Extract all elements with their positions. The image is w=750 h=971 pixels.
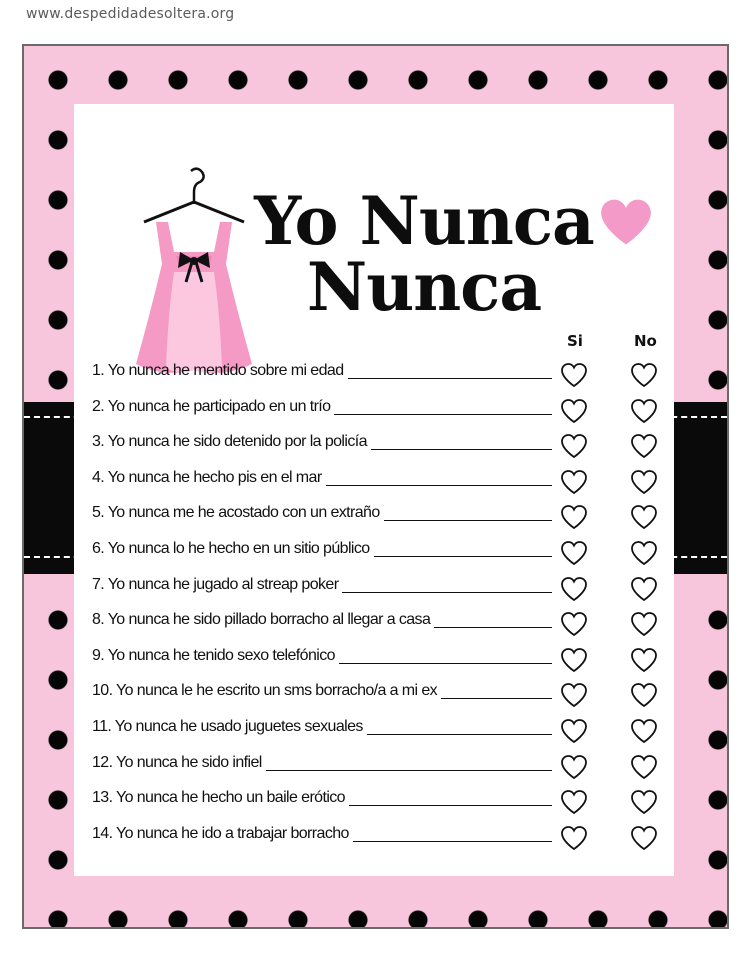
- answer-blank-line: [349, 805, 552, 806]
- answer-no-heart-icon[interactable]: [630, 504, 658, 530]
- answer-no-heart-icon[interactable]: [630, 540, 658, 566]
- answer-si-heart-icon[interactable]: [560, 433, 588, 459]
- answer-si-heart-icon[interactable]: [560, 647, 588, 673]
- question-text: 1. Yo nunca he mentido sobre mi edad: [92, 362, 344, 379]
- question-item: [92, 716, 554, 738]
- answer-si-heart-icon[interactable]: [560, 825, 588, 851]
- answer-blank-line: [353, 841, 552, 842]
- question-item: [92, 752, 554, 774]
- answer-blank-line: [334, 414, 552, 415]
- title-line-2: Nunca: [306, 248, 542, 326]
- answer-no-heart-icon[interactable]: [630, 789, 658, 815]
- answer-si-heart-icon[interactable]: [560, 504, 588, 530]
- question-text: 14. Yo nunca he ido a trabajar borracho: [92, 825, 349, 842]
- answer-si-heart-icon[interactable]: [560, 469, 588, 495]
- answer-blank-line: [348, 378, 552, 379]
- question-item: [92, 396, 554, 418]
- question-text: 7. Yo nunca he jugado al streap poker: [92, 576, 339, 593]
- answer-blank-line: [367, 734, 552, 735]
- question-item: [92, 609, 554, 631]
- question-text: 3. Yo nunca he sido detenido por la policía: [92, 433, 367, 450]
- answer-si-heart-icon[interactable]: [560, 362, 588, 388]
- answer-no-heart-icon[interactable]: [630, 362, 658, 388]
- question-item: [92, 360, 554, 382]
- question-text: 5. Yo nunca me he acostado con un extraño: [92, 504, 380, 521]
- column-header-si: Si: [567, 332, 583, 350]
- question-text: 12. Yo nunca he sido infiel: [92, 754, 262, 771]
- question-text: 9. Yo nunca he tenido sexo telefónico: [92, 647, 335, 664]
- answer-blank-line: [374, 556, 552, 557]
- answer-si-heart-icon[interactable]: [560, 398, 588, 424]
- question-text: 8. Yo nunca he sido pillado borracho al llegar a casa: [92, 611, 431, 628]
- answer-no-heart-icon[interactable]: [630, 647, 658, 673]
- answer-si-heart-icon[interactable]: [560, 576, 588, 602]
- answer-blank-line: [384, 520, 552, 521]
- answer-blank-line: [434, 627, 552, 628]
- answer-no-heart-icon[interactable]: [630, 718, 658, 744]
- answer-blank-line: [441, 698, 552, 699]
- question-item: [92, 467, 554, 489]
- question-item: [92, 787, 554, 809]
- question-item: [92, 502, 554, 524]
- answer-no-heart-icon[interactable]: [630, 611, 658, 637]
- question-item: [92, 574, 554, 596]
- question-text: 4. Yo nunca he hecho pis en el mar: [92, 469, 322, 486]
- question-item: [92, 538, 554, 560]
- question-text: 2. Yo nunca he participado en un trío: [92, 398, 331, 415]
- answer-si-heart-icon[interactable]: [560, 754, 588, 780]
- answer-no-heart-icon[interactable]: [630, 469, 658, 495]
- answer-si-heart-icon[interactable]: [560, 718, 588, 744]
- answer-no-heart-icon[interactable]: [630, 825, 658, 851]
- question-text: 10. Yo nunca le he escrito un sms borracho/a a mi ex: [92, 682, 438, 699]
- white-panel: [74, 104, 674, 876]
- column-header-no: No: [634, 332, 657, 350]
- question-text: 13. Yo nunca he hecho un baile erótico: [92, 789, 345, 806]
- question-item: [92, 823, 554, 845]
- answer-blank-line: [266, 770, 552, 771]
- question-item: [92, 431, 554, 453]
- page-title: [234, 182, 614, 326]
- answer-no-heart-icon[interactable]: [630, 576, 658, 602]
- answer-blank-line: [371, 449, 552, 450]
- question-item: [92, 680, 554, 702]
- answer-blank-line: [339, 663, 552, 664]
- question-item: [92, 645, 554, 667]
- answer-si-heart-icon[interactable]: [560, 682, 588, 708]
- question-text: 6. Yo nunca lo he hecho en un sitio público: [92, 540, 370, 557]
- answer-no-heart-icon[interactable]: [630, 433, 658, 459]
- answer-no-heart-icon[interactable]: [630, 754, 658, 780]
- site-url: www.despedidadesoltera.org: [26, 6, 235, 22]
- answer-si-heart-icon[interactable]: [560, 540, 588, 566]
- answer-no-heart-icon[interactable]: [630, 398, 658, 424]
- answer-blank-line: [326, 485, 552, 486]
- answer-blank-line: [342, 592, 552, 593]
- question-text: 11. Yo nunca he usado juguetes sexuales: [92, 718, 363, 735]
- title-line-1: Yo Nunca: [254, 182, 594, 260]
- answer-no-heart-icon[interactable]: [630, 682, 658, 708]
- answer-si-heart-icon[interactable]: [560, 789, 588, 815]
- game-card: [22, 44, 729, 929]
- pink-heart-icon: [599, 198, 653, 246]
- answer-si-heart-icon[interactable]: [560, 611, 588, 637]
